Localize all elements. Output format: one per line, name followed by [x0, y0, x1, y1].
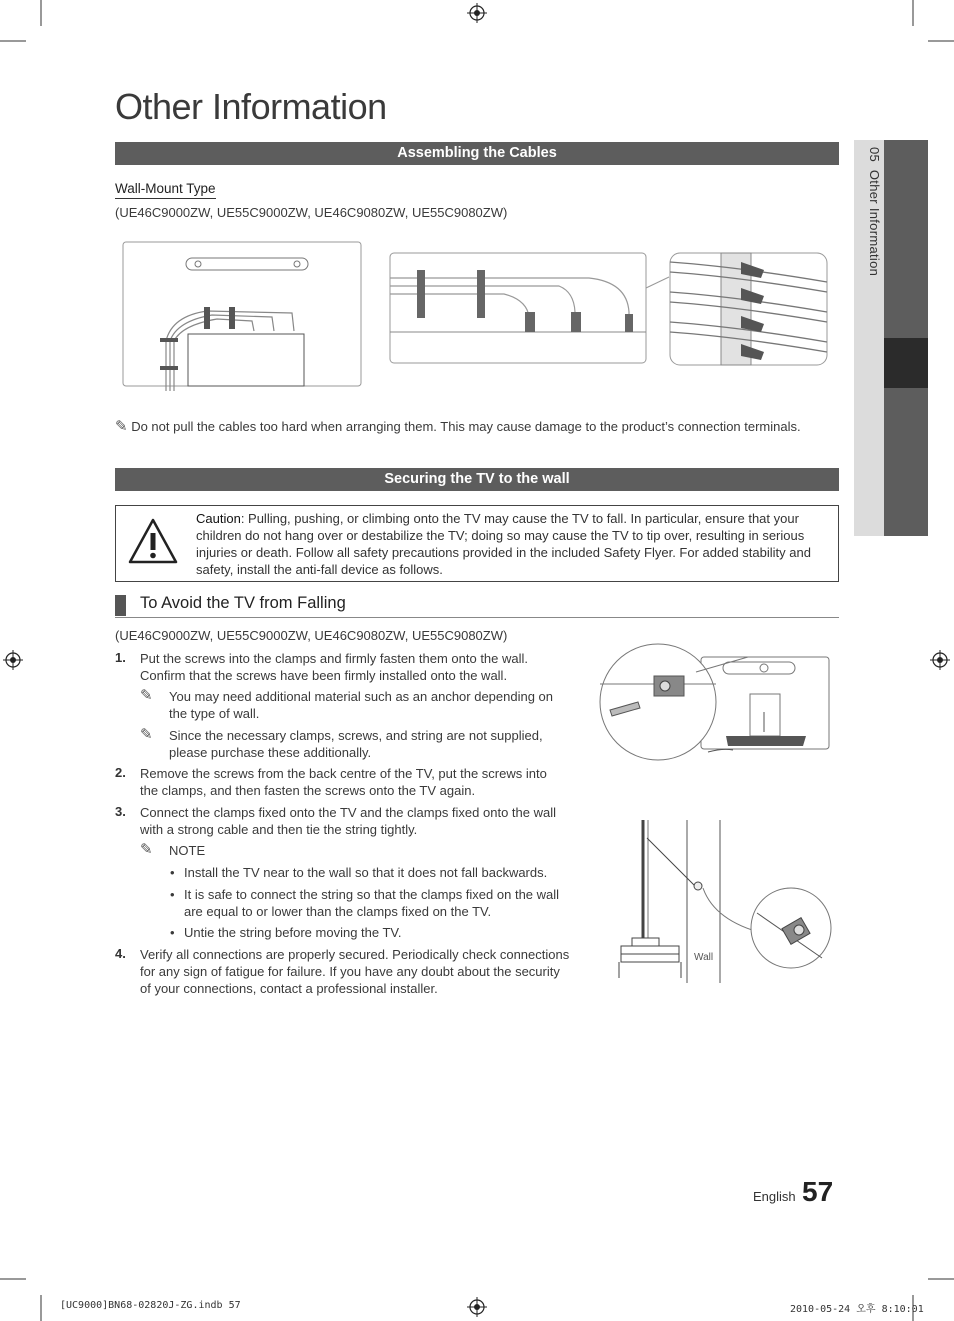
section-heading-cables: Assembling the Cables [115, 142, 839, 165]
print-info-right: 2010-05-24 오후 8:10:01 [790, 1304, 924, 1315]
registration-mark-icon [3, 650, 23, 670]
note-pencil-icon: ✎ [140, 726, 153, 743]
note-block: ✎ NOTE [140, 841, 206, 858]
note-pencil-icon: ✎ [140, 841, 153, 858]
registration-mark-icon [467, 1297, 487, 1317]
caution-box [115, 505, 839, 582]
step-number: 2. [115, 765, 126, 780]
models-list: (UE46C9000ZW, UE55C9000ZW, UE46C9080ZW, UE55C9080ZW) [115, 205, 508, 220]
warning-triangle-icon [128, 518, 178, 564]
note-bullet: • Install the TV near to the wall so that it does not fall backwards. [170, 865, 548, 880]
models-list: (UE46C9000ZW, UE55C9000ZW, UE46C9080ZW, UE55C9080ZW) [115, 628, 508, 643]
registration-mark-icon [467, 3, 487, 23]
cable-detail-figure [669, 252, 829, 366]
note-pencil-icon: ✎ [115, 418, 128, 435]
side-tab-label: 05 Other Information [867, 147, 882, 277]
registration-mark-icon [930, 650, 950, 670]
note-pencil-icon: ✎ [140, 687, 153, 704]
footer-language: English [753, 1189, 796, 1204]
step-note: ✎ You may need additional material such as an anchor depending on the type of wall. [140, 687, 554, 721]
cable-clip-figure [389, 252, 649, 366]
cables-note: ✎ Do not pull the cables too hard when arranging them. This may cause damage to the product’s connection terminals. [115, 418, 801, 435]
caution-text: Caution: Pulling, pushing, or climbing onto the TV may cause the TV to fall. In particular, ensure that your children do not hang over or destabilize the TV; doing so may cause the TV to tip over, resulting in serious injuries or death. Follow all safety precautions provided in the included Safety Flyer. For added stability and safety, install the anti-fall device as follows. [196, 511, 811, 577]
step-text: Verify all connections are properly secured. Periodically check connections for any sign of fatigue for failure. If you have any doubt about the security of your connections, contact a professional installer. [140, 947, 570, 996]
step-number: 1. [115, 650, 126, 665]
page-title: Other Information [115, 86, 387, 127]
step-note: ✎ Since the necessary clamps, screws, and string are not supplied, please purchase these additionally. [140, 726, 543, 760]
side-tab-current-marker [884, 338, 928, 388]
note-bullet: • Untie the string before moving the TV. [170, 925, 402, 940]
step-text: Connect the clamps fixed onto the TV and the clamps fixed onto the wall with a strong cable and then tie the string tightly. [140, 805, 556, 837]
wall-mount-label: Wall-Mount Type [115, 181, 216, 199]
step-number: 3. [115, 804, 126, 819]
step-number: 4. [115, 946, 126, 961]
tv-string-wall-figure [617, 818, 837, 988]
note-bullet: • It is safe to connect the string so that the clamps fixed on the wall are equal to or lower than the clamps fixed on the TV. [170, 887, 560, 919]
subsection-heading: To Avoid the TV from Falling [115, 592, 839, 618]
section-heading-securing: Securing the TV to the wall [115, 468, 839, 491]
tv-back-cable-figure [122, 241, 362, 391]
step-text: Remove the screws from the back centre of the TV, put the screws into the clamps, and then fasten the screws onto the TV again. [140, 766, 547, 798]
page-number: 57 [802, 1176, 834, 1207]
step-text: Put the screws into the clamps and firmly fasten them onto the wall. Confirm that the screws have been firmly installed onto the wall. [140, 651, 529, 683]
wall-label: Wall [694, 952, 714, 963]
print-info-left: [UC9000]BN68-02820J-ZG.indb 57 [60, 1300, 241, 1311]
wall-clamp-figure [598, 652, 838, 772]
